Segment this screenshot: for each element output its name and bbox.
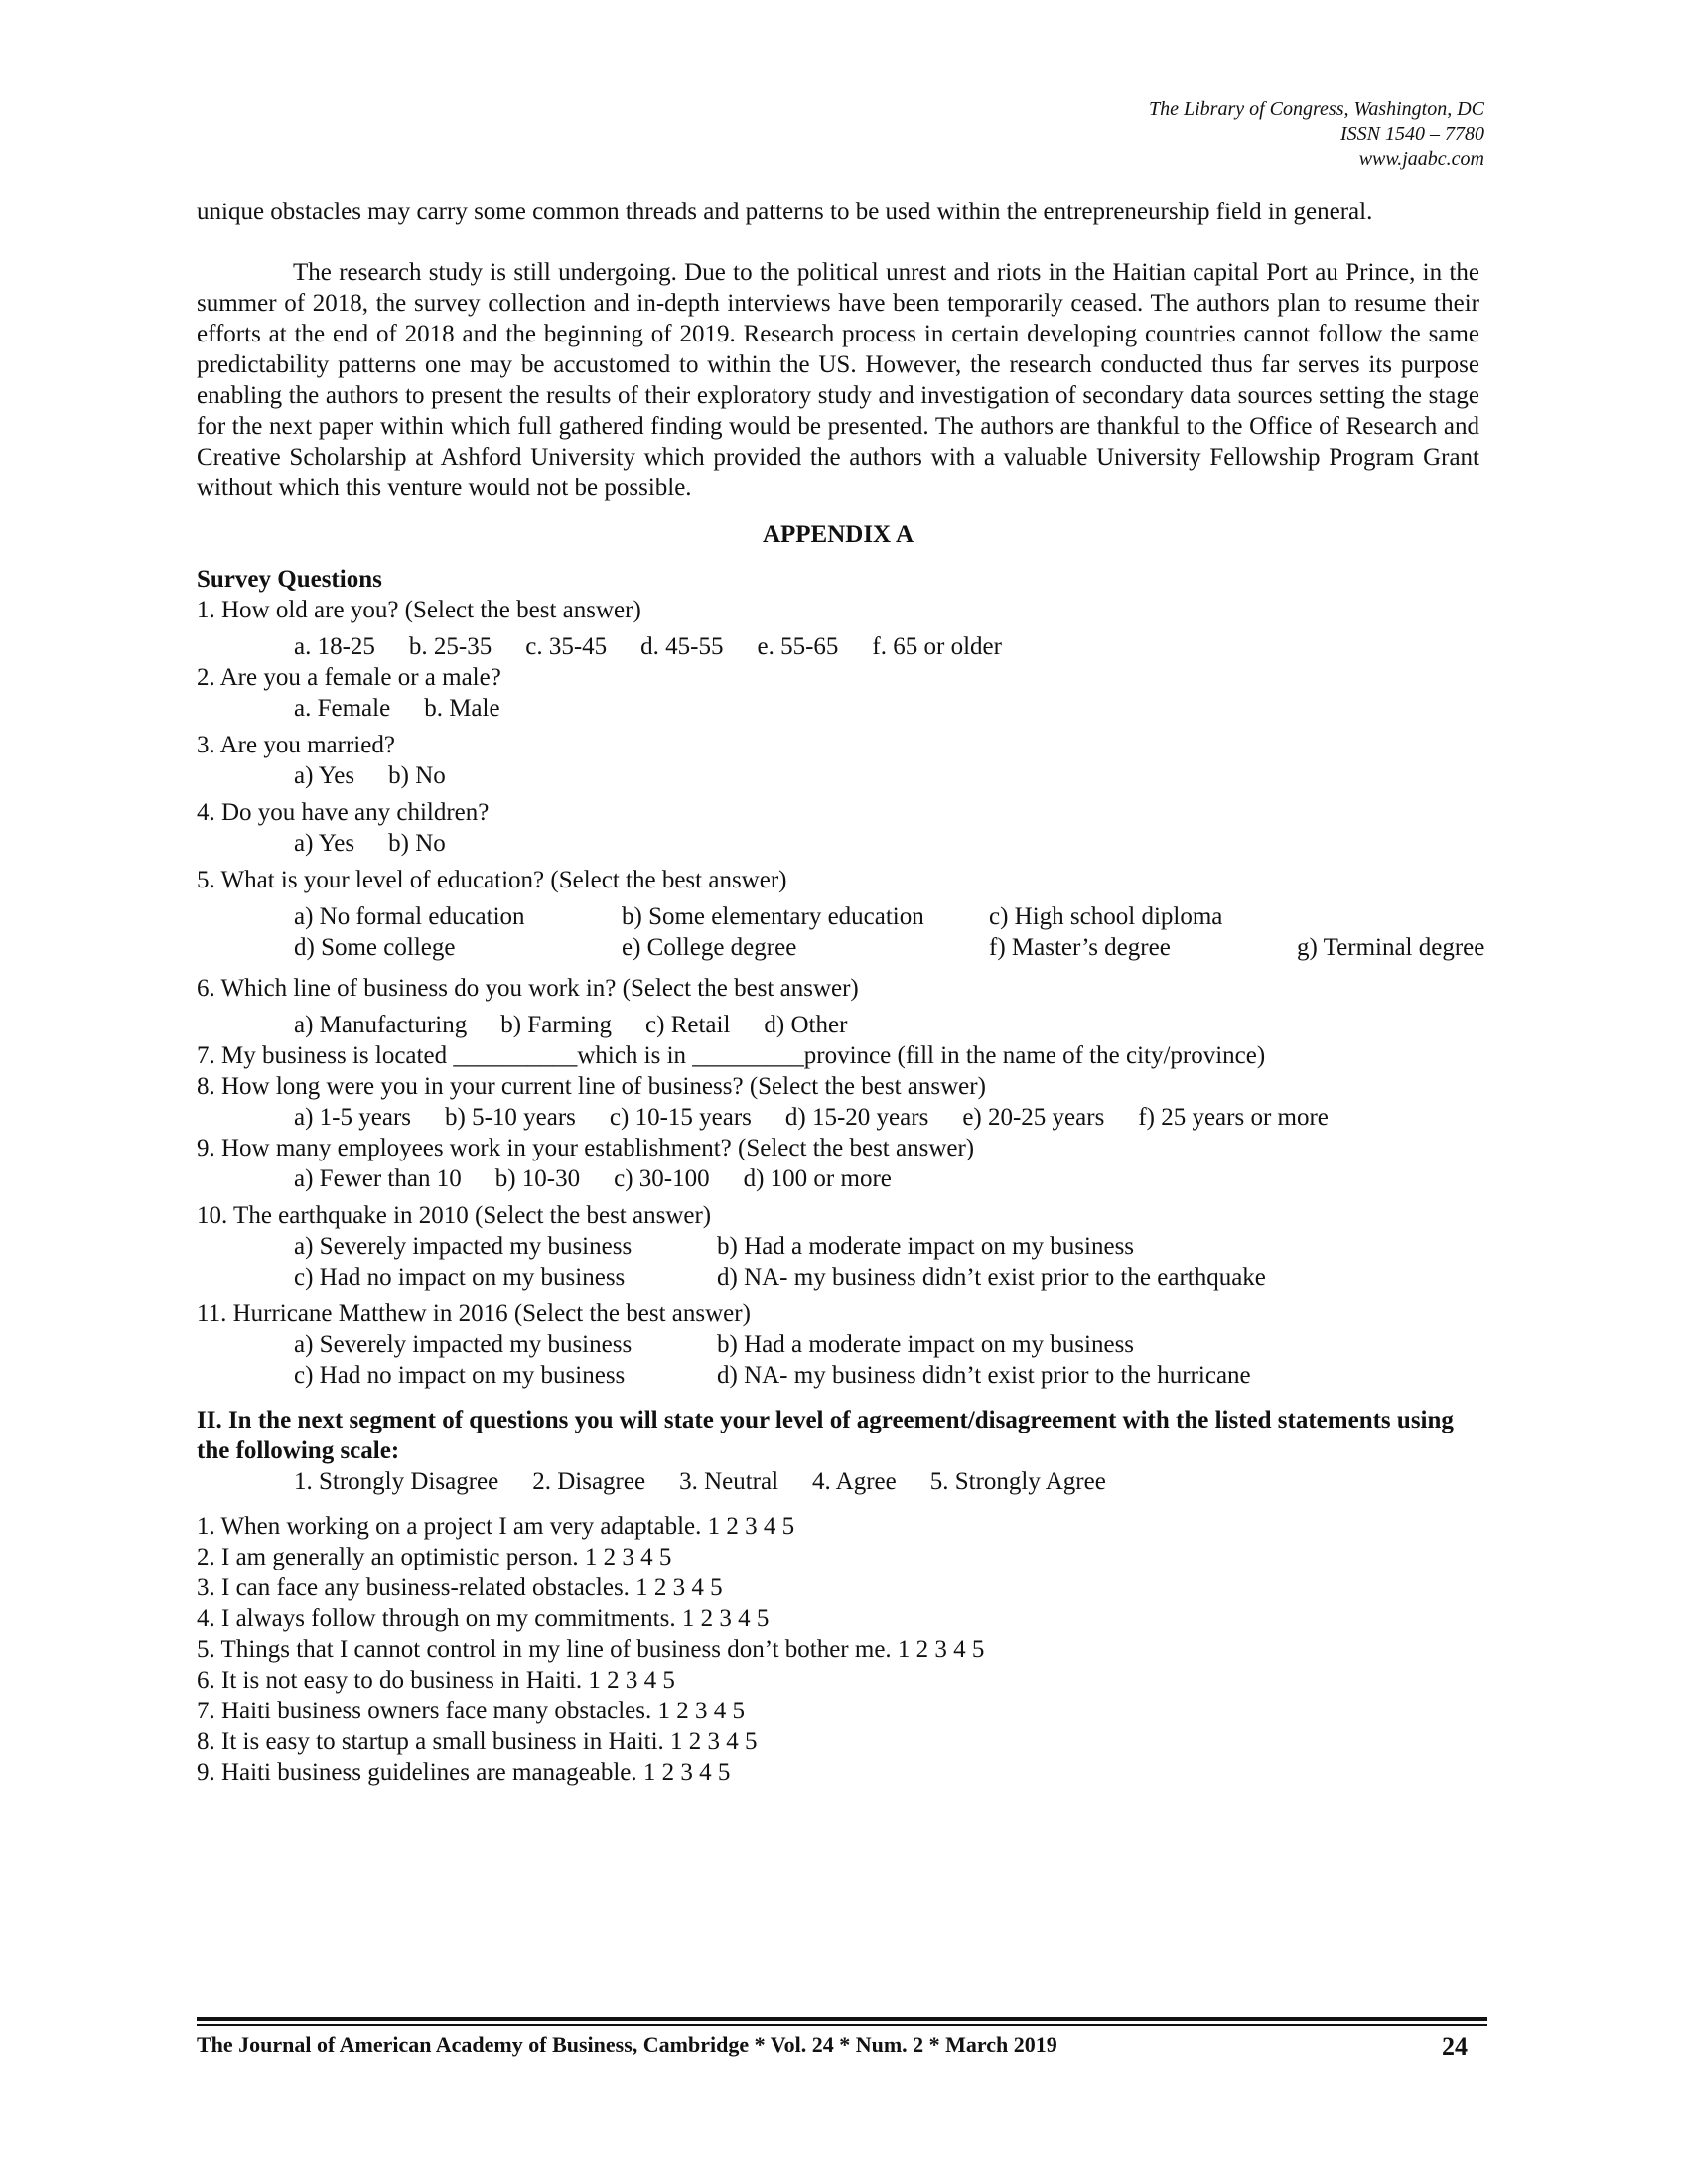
agreement-scale (197, 1466, 1479, 1497)
question-8: 8. How long were you in your current line of business? (Select the best answer) (197, 1073, 986, 1100)
question-2-options (197, 693, 1479, 724)
question-3-options (197, 760, 1479, 791)
option: e) 20-25 years (962, 1104, 1105, 1131)
footer-rule-thin (197, 2024, 1487, 2026)
option: d. 45-55 (640, 633, 724, 660)
option: b) No (388, 762, 446, 789)
scale-item: 1. Strongly Disagree (294, 1468, 499, 1495)
option: a) Severely impacted my business (294, 1331, 633, 1358)
option: f) Master’s degree (989, 934, 1171, 961)
option: b. 25-35 (408, 633, 492, 660)
page-number: 24 (1442, 2032, 1468, 2061)
option: b) Some elementary education (622, 903, 924, 930)
appendix-title: APPENDIX A (762, 521, 914, 548)
option: c) Had no impact on my business (294, 1264, 626, 1291)
header-line-issn: ISSN 1540 – 7780 (1340, 123, 1484, 145)
question-5-options (197, 901, 1485, 963)
option: a) No formal education (294, 903, 525, 930)
section-2-heading: II. In the next segment of questions you will state your level of agreement/disagreement with the listed statements using the following scale: (197, 1407, 1454, 1464)
question-6: 6. Which line of business do you work in? (Select the best answer) (197, 975, 859, 1002)
question-8-options (197, 1102, 1479, 1133)
option: c) Retail (645, 1012, 731, 1038)
footer (197, 2032, 1468, 2061)
option: c) High school diploma (989, 903, 1223, 930)
question-11: 11. Hurricane Matthew in 2016 (Select the best answer) (197, 1300, 751, 1327)
scale-item: 3. Neutral (679, 1468, 779, 1495)
option: a) Yes (294, 762, 355, 789)
option: d) NA- my business didn’t exist prior to the hurricane (717, 1362, 1251, 1389)
option: c. 35-45 (525, 633, 608, 660)
option: d) NA- my business didn’t exist prior to the earthquake (717, 1264, 1266, 1291)
option: b) 5-10 years (445, 1104, 576, 1131)
option: c) 30-100 (614, 1165, 710, 1192)
question-6-options (197, 1010, 1479, 1040)
question-2: 2. Are you a female or a male? (197, 664, 501, 691)
option: b) No (388, 830, 446, 857)
page-content (197, 197, 1485, 1788)
statement-item: 8. It is easy to startup a small business in Haiti. 1 2 3 4 5 (197, 1728, 758, 1755)
option: a. 18-25 (294, 633, 375, 660)
footer-rule-thick (197, 2017, 1487, 2021)
question-1-options (197, 631, 1479, 662)
question-5: 5. What is your level of education? (Select the best answer) (197, 867, 787, 893)
question-3: 3. Are you married? (197, 732, 395, 758)
option: f. 65 or older (872, 633, 1002, 660)
paragraph-continuation: unique obstacles may carry some common threads and patterns to be used within the entrepreneurship field in general. (197, 199, 1373, 225)
option: c) Had no impact on my business (294, 1362, 626, 1389)
statement-item: 3. I can face any business-related obstacles. 1 2 3 4 5 (197, 1574, 723, 1601)
survey-heading: Survey Questions (197, 566, 382, 593)
option: a) Severely impacted my business (294, 1233, 633, 1260)
question-1: 1. How old are you? (Select the best answer) (197, 597, 641, 623)
scale-item: 2. Disagree (532, 1468, 646, 1495)
question-10-options (197, 1231, 1479, 1293)
header-line-library: The Library of Congress, Washington, DC (1148, 98, 1484, 120)
option: d) Other (764, 1012, 848, 1038)
statement-item: 4. I always follow through on my commitments. 1 2 3 4 5 (197, 1605, 770, 1632)
option: c) 10-15 years (609, 1104, 752, 1131)
question-4: 4. Do you have any children? (197, 799, 490, 826)
statement-item: 9. Haiti business guidelines are manageable. 1 2 3 4 5 (197, 1759, 731, 1786)
option: a) Manufacturing (294, 1012, 468, 1038)
option: d) 15-20 years (784, 1104, 929, 1131)
paragraph-research-status: The research study is still undergoing. Due to the political unrest and riots in the Haitian capital Port au Prince, in the summer of 2018, the survey collection and in-depth interviews have been temporarily ceased. The authors plan to resume their efforts at the end of 2018 and the beginning of 2019. Research process in certain developing countries cannot follow the same predictability patterns one may be accustomed to within the US. However, the research conducted thus far serves its purpose enabling the authors to present the results of their exploratory study and investigation of secondary data sources setting the stage for the next paper within which full gathered finding would be presented. The authors are thankful to the Office of Research and Creative Scholarship at Ashford University which provided the authors with a valuable University Fellowship Program Grant without which this venture would not be possible. (197, 259, 1479, 501)
scale-item: 4. Agree (812, 1468, 897, 1495)
option: b) Had a moderate impact on my business (717, 1331, 1135, 1358)
option: a) 1-5 years (294, 1104, 411, 1131)
footer-journal: The Journal of American Academy of Business, Cambridge * Vol. 24 * Num. 2 * March 2019 (197, 2032, 1057, 2057)
option: d) Some college (294, 934, 456, 961)
question-4-options (197, 828, 1479, 859)
option: b) Farming (500, 1012, 613, 1038)
option: a. Female (294, 695, 391, 722)
header-line-url: www.jaabc.com (1358, 148, 1484, 170)
option: a) Yes (294, 830, 355, 857)
option: e) College degree (622, 934, 797, 961)
option: e. 55-65 (757, 633, 839, 660)
question-9-options (197, 1163, 1479, 1194)
question-9: 9. How many employees work in your establishment? (Select the best answer) (197, 1135, 975, 1161)
question-10: 10. The earthquake in 2010 (Select the best answer) (197, 1202, 712, 1229)
statement-item: 6. It is not easy to do business in Haiti. 1 2 3 4 5 (197, 1667, 675, 1694)
statement-item: 1. When working on a project I am very adaptable. 1 2 3 4 5 (197, 1513, 795, 1540)
option: b. Male (424, 695, 500, 722)
statement-item: 2. I am generally an optimistic person. 1 2 3 4 5 (197, 1544, 672, 1570)
option: d) 100 or more (743, 1165, 892, 1192)
statement-list (197, 1511, 1479, 1788)
option: g) Terminal degree (1297, 934, 1485, 961)
question-7: 7. My business is located __________which is in _________province (fill in the name of the city/province) (197, 1042, 1266, 1069)
question-11-options (197, 1329, 1479, 1391)
option: b) Had a moderate impact on my business (717, 1233, 1135, 1260)
statement-item: 7. Haiti business owners face many obstacles. 1 2 3 4 5 (197, 1698, 745, 1724)
option: f) 25 years or more (1138, 1104, 1329, 1131)
statement-item: 5. Things that I cannot control in my line of business don’t bother me. 1 2 3 4 5 (197, 1636, 985, 1663)
scale-item: 5. Strongly Agree (929, 1468, 1106, 1495)
option (1297, 901, 1545, 932)
option: a) Fewer than 10 (294, 1165, 462, 1192)
option: b) 10-30 (494, 1165, 581, 1192)
running-header (1149, 97, 1484, 172)
